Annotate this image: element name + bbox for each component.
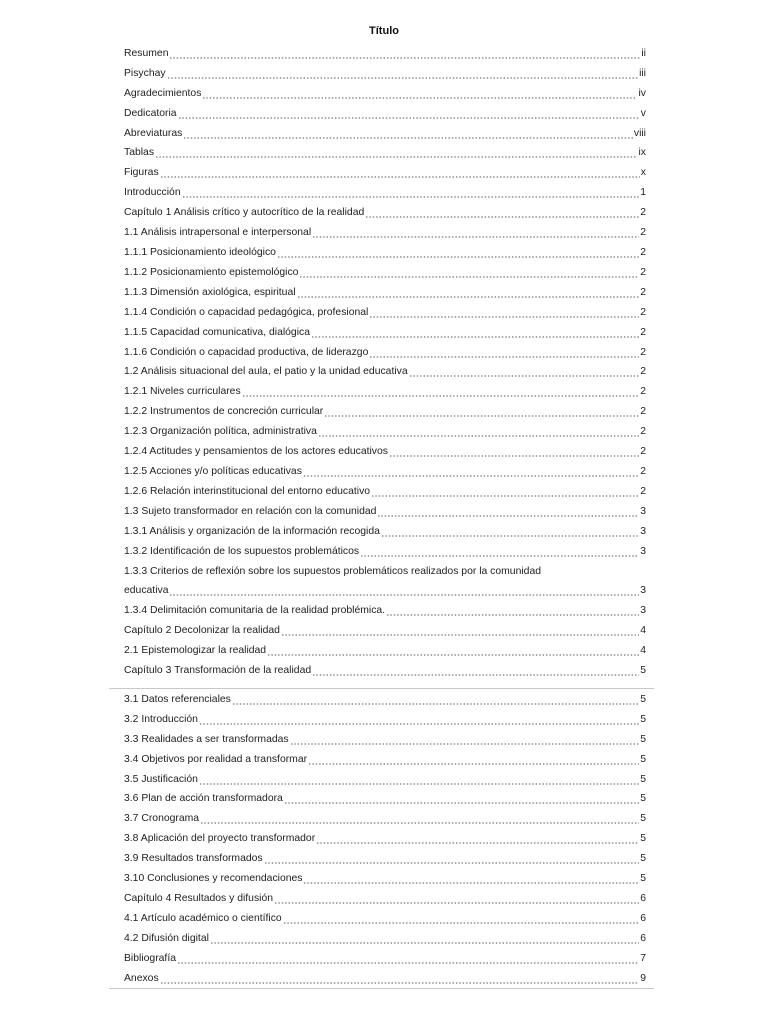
toc-entry-label: educativa xyxy=(124,585,169,597)
toc-entry-label: 3.3 Realidades a ser transformadas xyxy=(124,733,289,745)
toc-entry[interactable] xyxy=(124,62,646,82)
toc-entry[interactable] xyxy=(124,321,646,341)
dot-leader xyxy=(381,535,639,537)
toc-entry-page-number: 2 xyxy=(640,406,646,418)
toc-entry-page-number: 7 xyxy=(640,952,646,964)
toc-entry-page-number: 4 xyxy=(640,625,646,637)
toc-entry-page-number: 2 xyxy=(640,346,646,358)
toc-entry-label: Dedicatoria xyxy=(124,107,177,119)
toc-entry-page-number: 2 xyxy=(640,386,646,398)
toc-entry-label: 3.8 Aplicación del proyecto transformador xyxy=(124,833,316,845)
toc-entry[interactable] xyxy=(124,480,646,500)
dot-leader xyxy=(316,842,639,844)
toc-entry-label: Pisychay xyxy=(124,67,166,79)
toc-entry[interactable] xyxy=(124,241,646,261)
toc-entry[interactable] xyxy=(124,807,646,827)
dot-leader xyxy=(160,982,640,984)
toc-entry[interactable] xyxy=(124,82,646,102)
toc-entry-page-number: 6 xyxy=(640,892,646,904)
toc-entry-label: Capítulo 3 Transformación de la realidad xyxy=(124,665,312,676)
toc-entry-label: 1.2.3 Organización política, administrativa xyxy=(124,426,317,438)
toc-entry-page-number: 4 xyxy=(640,645,646,657)
toc-entry-page-number: 5 xyxy=(640,853,646,865)
toc-entry-label: 3.2 Introducción xyxy=(124,713,198,725)
toc-entry[interactable] xyxy=(124,42,646,62)
toc-entry-page-number: 5 xyxy=(640,793,646,805)
dot-leader xyxy=(308,763,639,765)
dot-leader xyxy=(369,356,639,358)
dot-leader xyxy=(312,236,639,238)
dot-leader xyxy=(199,723,639,725)
toc-entry-label: Capítulo 4 Resultados y difusión xyxy=(124,892,274,904)
dot-leader xyxy=(283,922,640,924)
toc-entry-label: 1.1 Análisis intrapersonal e interpersonal xyxy=(124,227,312,239)
toc-entry-label: 1.2 Análisis situacional del aula, el patio y la unidad educativa xyxy=(124,366,408,378)
toc-entry-page-number: v xyxy=(640,107,646,119)
table-of-contents-continued xyxy=(124,688,646,987)
toc-entry[interactable] xyxy=(124,161,646,181)
toc-entry-page-number: 5 xyxy=(640,813,646,825)
toc-entry[interactable] xyxy=(124,927,646,947)
toc-entry-page-number: 6 xyxy=(640,912,646,924)
toc-entry-label: Introducción xyxy=(124,187,181,199)
dot-leader xyxy=(177,962,639,964)
dot-leader xyxy=(178,117,640,119)
toc-entry-page-number: iv xyxy=(638,87,646,99)
toc-entry-label: 1.3.2 Identificación de los supuestos problemáticos xyxy=(124,545,360,557)
dot-leader xyxy=(199,783,639,785)
toc-entry-page-number: 2 xyxy=(640,485,646,497)
toc-entry-label: 3.6 Plan de acción transformadora xyxy=(124,793,283,805)
toc-entry-label: 1.3.1 Análisis y organización de la información recogida xyxy=(124,525,380,537)
toc-entry-label: 1.1.2 Posicionamiento epistemológico xyxy=(124,266,299,278)
toc-entry-page-number: 3 xyxy=(640,545,646,557)
toc-entry-page-number: 5 xyxy=(640,665,646,676)
toc-entry-page-number: 2 xyxy=(640,446,646,458)
dot-leader xyxy=(371,495,639,497)
toc-entry[interactable] xyxy=(124,122,646,142)
toc-entry[interactable] xyxy=(124,361,646,381)
toc-entry-page-number: 5 xyxy=(640,833,646,845)
toc-entry-page-number: 2 xyxy=(640,266,646,278)
toc-entry-label: 3.10 Conclusiones y recomendaciones xyxy=(124,873,303,885)
dot-leader xyxy=(365,216,639,218)
toc-entry-page-number: 2 xyxy=(640,246,646,258)
toc-entry[interactable] xyxy=(124,540,646,560)
toc-entry[interactable] xyxy=(124,102,646,122)
toc-entry[interactable] xyxy=(124,460,646,480)
toc-entry[interactable] xyxy=(124,708,646,728)
dot-leader xyxy=(386,614,639,616)
toc-entry[interactable] xyxy=(124,380,646,400)
toc-entry[interactable] xyxy=(124,659,646,679)
toc-entry[interactable] xyxy=(124,768,646,788)
dot-leader xyxy=(202,97,637,99)
toc-entry-page-number: ix xyxy=(638,147,646,159)
dot-leader xyxy=(318,435,639,437)
toc-entry-label: 1.1.3 Dimensión axiológica, espiritual xyxy=(124,286,296,298)
toc-entry[interactable] xyxy=(124,907,646,927)
toc-entry-label: 3.1 Datos referenciales xyxy=(124,693,231,705)
dot-leader xyxy=(200,822,639,824)
toc-entry[interactable] xyxy=(124,619,646,639)
toc-entry-page-number: 9 xyxy=(640,972,646,984)
dot-leader xyxy=(264,862,640,864)
toc-entry-label: 3.5 Justificación xyxy=(124,773,198,785)
dot-leader xyxy=(324,415,639,417)
toc-entry[interactable] xyxy=(124,688,646,708)
toc-entry-page-number: 2 xyxy=(640,227,646,239)
toc-entry-page-number: 2 xyxy=(640,465,646,477)
dot-leader xyxy=(183,137,633,139)
toc-entry-page-number: x xyxy=(640,167,646,179)
toc-entry[interactable] xyxy=(124,947,646,967)
toc-entry[interactable] xyxy=(124,887,646,907)
dot-leader xyxy=(169,57,640,59)
toc-entry[interactable] xyxy=(124,201,646,221)
dot-leader xyxy=(297,296,640,298)
dot-leader xyxy=(369,316,639,318)
dot-leader xyxy=(169,594,639,596)
toc-entry[interactable] xyxy=(124,967,646,987)
toc-entry[interactable] xyxy=(124,420,646,440)
toc-entry-page-number: 1 xyxy=(640,187,646,199)
toc-entry-label: 1.2.5 Acciones y/o políticas educativas xyxy=(124,465,302,477)
dot-leader xyxy=(182,196,640,198)
dot-leader xyxy=(160,176,640,178)
toc-entry[interactable] xyxy=(124,788,646,808)
dot-leader xyxy=(312,674,639,676)
toc-entry-page-number: 3 xyxy=(640,525,646,537)
toc-entry-label: 1.1.5 Capacidad comunicativa, dialógica xyxy=(124,326,310,338)
toc-entry[interactable] xyxy=(124,579,646,599)
toc-entry-label: 1.2.1 Niveles curriculares xyxy=(124,386,241,398)
toc-entry[interactable] xyxy=(124,221,646,241)
toc-entry[interactable] xyxy=(124,639,646,659)
toc-entry[interactable] xyxy=(124,281,646,301)
toc-entry[interactable] xyxy=(124,440,646,460)
page-title: Título xyxy=(369,25,399,37)
toc-entry-label: 1.1.1 Posicionamiento ideológico xyxy=(124,246,276,258)
toc-entry-page-number: ii xyxy=(641,47,646,59)
toc-entry-label: Capítulo 1 Análisis crítico y autocrítico de la realidad xyxy=(124,207,365,219)
toc-entry-page-number: 5 xyxy=(640,773,646,785)
toc-entry-page-number: 2 xyxy=(640,366,646,378)
dot-leader xyxy=(389,455,639,457)
toc-entry[interactable] xyxy=(124,728,646,748)
dot-leader xyxy=(210,942,639,944)
toc-entry-label: Capítulo 2 Decolonizar la realidad xyxy=(124,625,280,637)
toc-entry-wrapped-line[interactable]: 1.3.3 Criterios de reflexión sobre los supuestos problemáticos realizados por la comunidad xyxy=(124,565,542,577)
toc-entry-page-number: 5 xyxy=(640,713,646,725)
page-divider xyxy=(109,988,654,989)
toc-entry[interactable] xyxy=(124,341,646,361)
toc-entry-page-number: 2 xyxy=(640,426,646,438)
toc-entry[interactable] xyxy=(124,520,646,540)
toc-entry-label: 1.1.6 Condición o capacidad productiva, de liderazgo xyxy=(124,346,369,358)
toc-entry-page-number: 2 xyxy=(640,306,646,318)
dot-leader xyxy=(311,336,639,338)
toc-entry-label: 1.3.4 Delimitación comunitaria de la realidad problémica. xyxy=(124,605,386,617)
toc-entry-page-number: viii xyxy=(633,127,646,139)
toc-entry-page-number: 3 xyxy=(640,505,646,517)
dot-leader xyxy=(277,256,639,258)
toc-entry[interactable] xyxy=(124,847,646,867)
toc-entry[interactable] xyxy=(124,261,646,281)
dot-leader xyxy=(167,77,638,79)
toc-entry[interactable] xyxy=(124,748,646,768)
dot-leader xyxy=(360,555,639,557)
toc-entry[interactable] xyxy=(124,599,646,619)
toc-entry[interactable] xyxy=(124,181,646,201)
toc-entry-page-number: 5 xyxy=(640,753,646,765)
dot-leader xyxy=(155,156,637,158)
dot-leader xyxy=(290,743,640,745)
toc-entry[interactable] xyxy=(124,400,646,420)
toc-entry-label: 1.3 Sujeto transformador en relación con la comunidad xyxy=(124,505,377,517)
dot-leader xyxy=(303,882,639,884)
dot-leader xyxy=(299,276,639,278)
toc-entry[interactable] xyxy=(124,500,646,520)
toc-entry-label: 4.1 Artículo académico o científico xyxy=(124,912,282,924)
toc-entry-label: 1.1.4 Condición o capacidad pedagógica, profesional xyxy=(124,306,369,318)
dot-leader xyxy=(409,375,640,377)
toc-entry-label: 4.2 Difusión digital xyxy=(124,932,209,944)
dot-leader xyxy=(377,515,639,517)
toc-entry[interactable] xyxy=(124,867,646,887)
toc-entry-page-number: 3 xyxy=(640,605,646,617)
dot-leader xyxy=(242,395,640,397)
toc-entry-label: 3.4 Objetivos por realidad a transformar xyxy=(124,753,308,765)
toc-entry-label: Figuras xyxy=(124,167,159,179)
toc-entry-label: 1.2.6 Relación interinstitucional del entorno educativo xyxy=(124,485,371,497)
toc-entry-page-number: 2 xyxy=(640,286,646,298)
toc-entry-page-number: iii xyxy=(639,67,646,79)
toc-entry-label: 3.9 Resultados transformados xyxy=(124,853,263,865)
dot-leader xyxy=(281,634,639,636)
toc-entry-page-number: 5 xyxy=(640,733,646,745)
toc-entry-page-number: 2 xyxy=(640,207,646,219)
dot-leader xyxy=(284,802,639,804)
toc-entry-page-number: 6 xyxy=(640,932,646,944)
toc-entry-label: 3.7 Cronograma xyxy=(124,813,200,825)
toc-entry-label: Abreviaturas xyxy=(124,127,183,139)
toc-entry-label: Resumen xyxy=(124,47,169,59)
toc-entry-label: Tablas xyxy=(124,147,155,159)
toc-entry-page-number: 3 xyxy=(640,585,646,597)
table-of-contents xyxy=(124,42,646,679)
toc-entry-label: 2.1 Epistemologizar la realidad xyxy=(124,645,267,657)
dot-leader xyxy=(274,902,639,904)
toc-entry[interactable] xyxy=(124,142,646,162)
dot-leader xyxy=(267,654,639,656)
toc-entry-page-number: 2 xyxy=(640,326,646,338)
toc-entry-label: Anexos xyxy=(124,972,159,984)
toc-entry[interactable] xyxy=(124,301,646,321)
dot-leader xyxy=(303,475,639,477)
toc-entry-page-number: 5 xyxy=(640,693,646,705)
dot-leader xyxy=(232,703,639,705)
toc-entry-label: 1.2.2 Instrumentos de concreción curricular xyxy=(124,406,324,418)
toc-entry-label: 1.2.4 Actitudes y pensamientos de los actores educativos xyxy=(124,446,388,458)
toc-entry-page-number: 5 xyxy=(640,873,646,885)
toc-entry-label: Bibliografía xyxy=(124,952,176,964)
toc-entry[interactable] xyxy=(124,827,646,847)
toc-entry-label: Agradecimientos xyxy=(124,87,202,99)
